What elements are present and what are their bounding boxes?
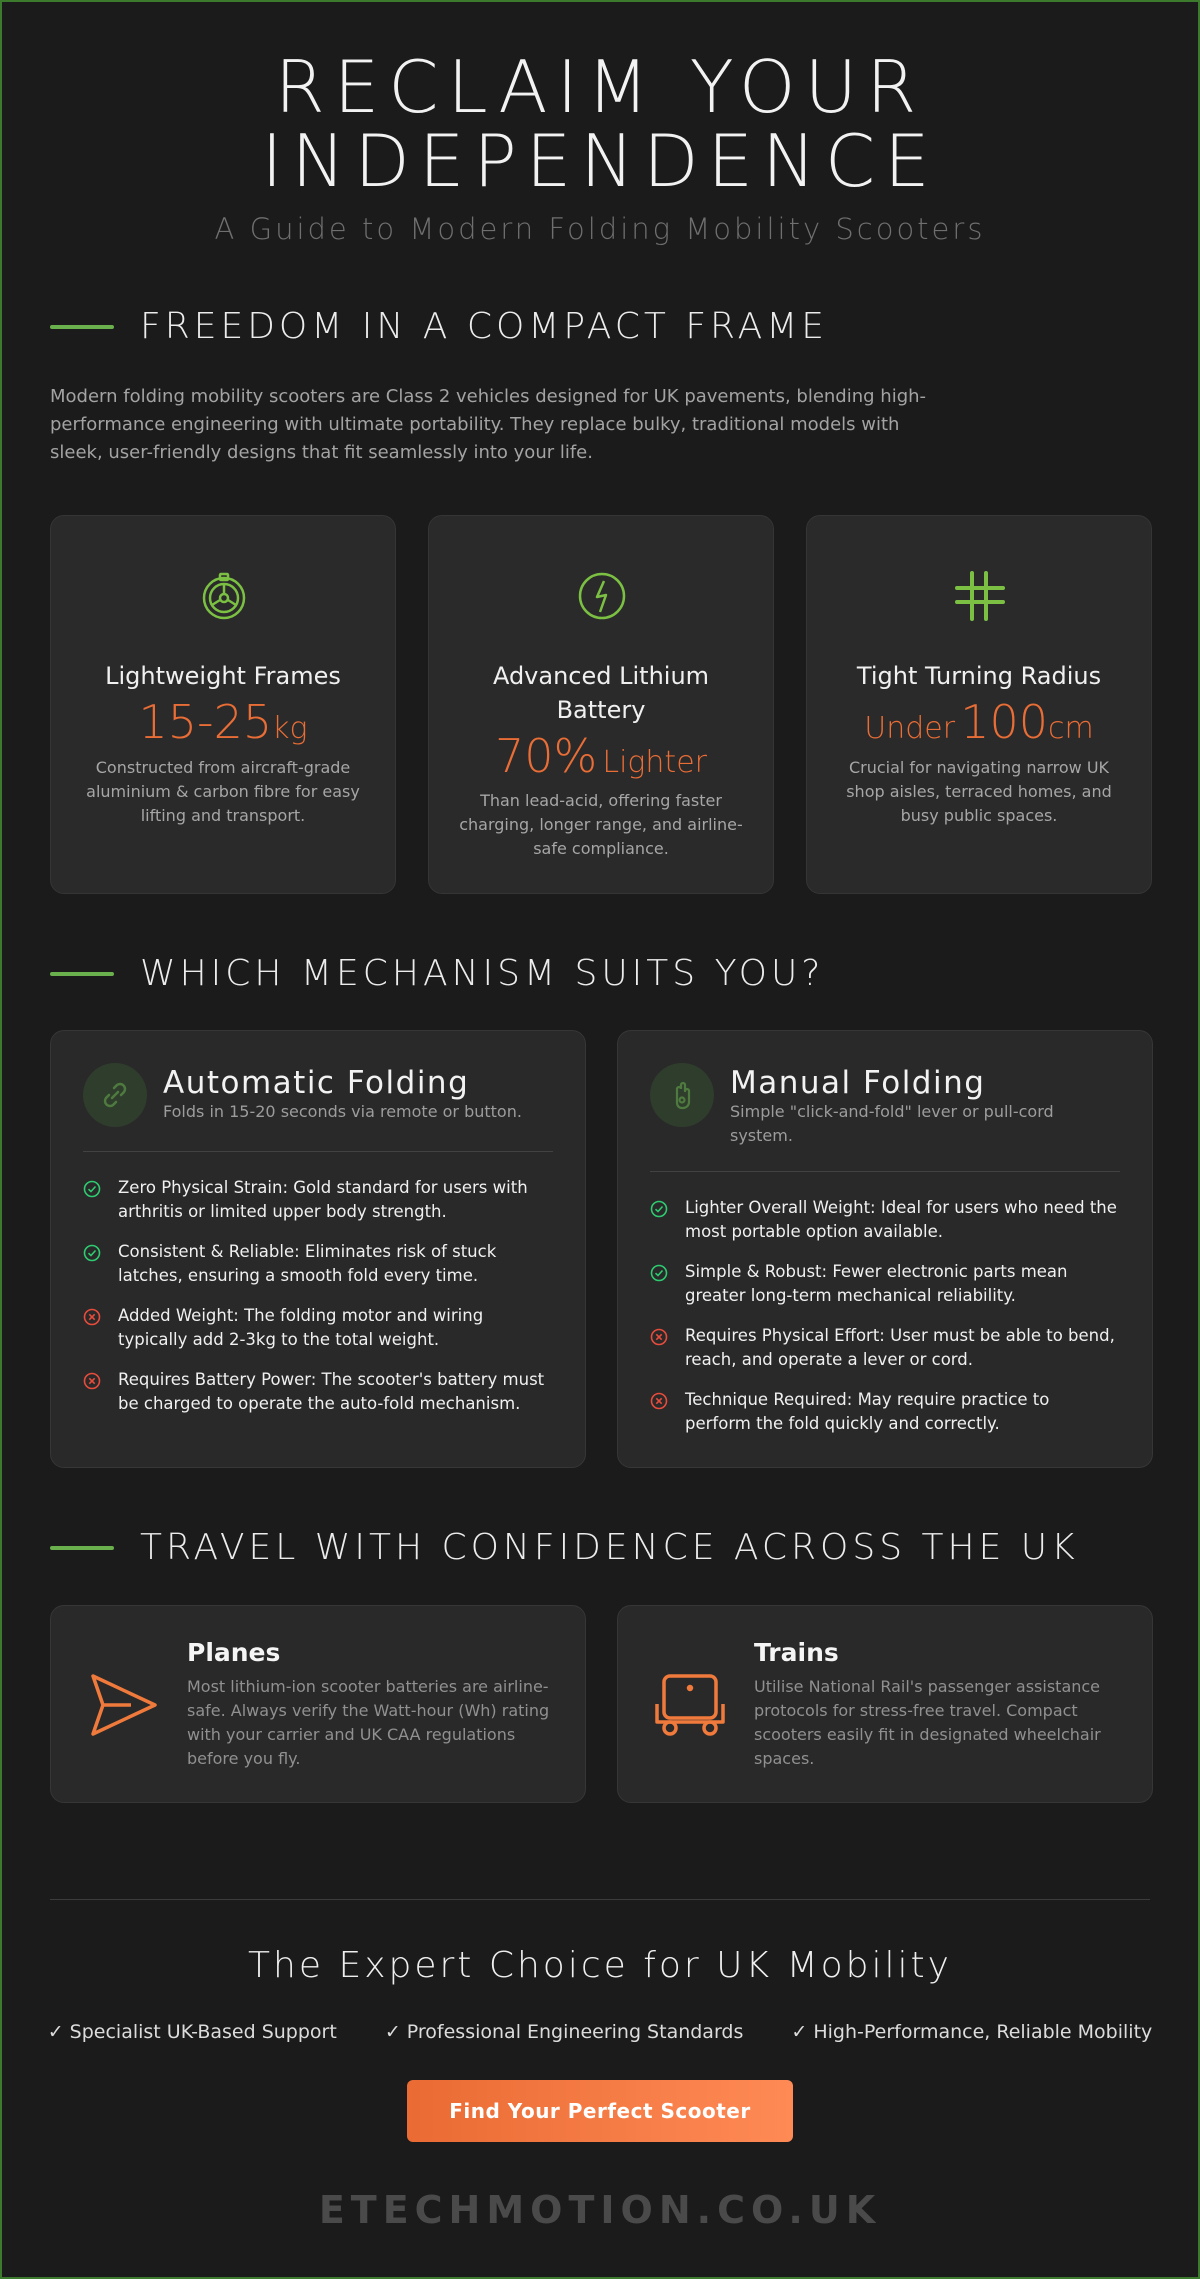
stat-card-value <box>51 695 395 749</box>
turning-radius-icon <box>955 571 1005 621</box>
brand-wordmark: ETECHMOTION.CO.UK <box>318 2188 882 2232</box>
heading-accent-line <box>50 972 114 976</box>
mechanism-subtitle: Folds in 15-20 seconds via remote or button. <box>163 1102 522 1121</box>
heading-accent-line <box>50 1546 114 1550</box>
footer-divider <box>50 1899 1150 1900</box>
intro-paragraph: Modern folding mobility scooters are Class 2 vehicles designed for UK pavements, blending high-performance engineering with ultimate portability. They replace bulky, traditional models with sleek, user-friendly designs that fit seamlessly into your life. <box>50 386 927 463</box>
section-heading-freedom <box>50 306 828 347</box>
train-icon <box>654 1670 726 1740</box>
stat-value-unit: kg <box>272 711 308 746</box>
trust-badge: ✓ Professional Engineering Standards <box>384 2021 744 2043</box>
list-item: Technique Required: May require practice to perform the fold quickly and correctly. <box>650 1388 1120 1436</box>
divider <box>83 1151 553 1152</box>
section-heading-mechanism <box>50 953 824 994</box>
stat-value-number: 100 <box>960 695 1048 749</box>
section-title: FREEDOM IN A COMPACT FRAME <box>140 306 829 347</box>
list-item: Requires Physical Effort: User must be able to bend, reach, and operate a lever or cord. <box>650 1324 1120 1372</box>
travel-card-planes <box>50 1605 586 1803</box>
list-item: Consistent & Reliable: Eliminates risk of stuck latches, ensuring a smooth fold every time. <box>83 1240 553 1288</box>
mechanism-title: Automatic Folding <box>163 1065 470 1101</box>
mechanism-card-automatic <box>50 1030 586 1468</box>
travel-title: Planes <box>187 1638 281 1667</box>
travel-card-trains <box>617 1605 1153 1803</box>
mechanism-title: Manual Folding <box>730 1065 986 1101</box>
stat-card-lightweight <box>50 515 396 894</box>
list-item: Requires Battery Power: The scooter's battery must be charged to operate the auto-fold mechanism. <box>83 1368 553 1416</box>
x-circle-icon <box>83 1308 101 1326</box>
hero-title-line2: INDEPENDENCE <box>261 119 939 203</box>
travel-desc: Most lithium-ion scooter batteries are airline-safe. Always verify the Watt-hour (Wh) rating with your carrier and UK CAA regulations before you fly. <box>187 1677 550 1768</box>
list-item: Added Weight: The folding motor and wiring typically add 2-3kg to the total weight. <box>83 1304 553 1352</box>
check-circle-icon <box>650 1264 668 1282</box>
section-title: WHICH MECHANISM SUITS YOU? <box>140 953 825 994</box>
hero-title <box>2 45 1198 203</box>
travel-title: Trains <box>754 1638 839 1667</box>
link-icon <box>83 1063 147 1127</box>
mechanism-list <box>83 1176 553 1432</box>
stat-value-unit: cm <box>1048 711 1094 746</box>
stat-card-value <box>807 695 1151 749</box>
trust-badge: ✓ High-Performance, Reliable Mobility <box>791 2021 1153 2043</box>
footer-title: The Expert Choice for UK Mobility <box>248 1945 952 1986</box>
stat-card-battery <box>428 515 774 894</box>
stat-card-title: Advanced Lithium Battery <box>492 662 710 724</box>
section-title: TRAVEL WITH CONFIDENCE ACROSS THE UK <box>140 1527 1079 1568</box>
battery-charge-icon <box>577 571 627 621</box>
mechanism-list <box>650 1196 1120 1452</box>
mechanism-subtitle: Simple "click-and-fold" lever or pull-cord system. <box>730 1102 1054 1145</box>
stat-card-title: Tight Turning Radius <box>856 662 1102 690</box>
stat-card-desc: Crucial for navigating narrow UK shop aisles, terraced homes, and busy public spaces. <box>846 758 1112 825</box>
check-circle-icon <box>650 1200 668 1218</box>
find-scooter-button[interactable]: Find Your Perfect Scooter <box>407 2080 793 2142</box>
trust-badge: ✓ Specialist UK-Based Support <box>47 2021 337 2043</box>
stat-card-turning <box>806 515 1152 894</box>
stat-value-number: 15-25 <box>138 695 273 749</box>
check-circle-icon <box>83 1180 101 1198</box>
paper-plane-icon <box>87 1670 159 1740</box>
x-circle-icon <box>650 1328 668 1346</box>
divider <box>650 1171 1120 1172</box>
hero-title-line1: RECLAIM YOUR <box>274 45 926 129</box>
travel-desc: Utilise National Rail's passenger assistance protocols for stress-free travel. Compact scooters easily fit in designated wheelchair spaces. <box>754 1677 1101 1768</box>
stat-card-desc: Than lead-acid, offering faster charging, longer range, and airline-safe compliance. <box>459 791 743 858</box>
stat-card-value <box>429 729 773 783</box>
stat-value-prefix: Under <box>864 711 956 746</box>
trust-badges <box>2 2021 1198 2043</box>
stat-card-desc: Constructed from aircraft-grade aluminium & carbon fibre for easy lifting and transport. <box>86 758 360 825</box>
list-item: Zero Physical Strain: Gold standard for users with arthritis or limited upper body strength. <box>83 1176 553 1224</box>
check-circle-icon <box>83 1244 101 1262</box>
stat-value-unit: Lighter <box>602 745 707 780</box>
x-circle-icon <box>650 1392 668 1410</box>
section-heading-travel <box>50 1527 1079 1568</box>
stat-value-number: 70% <box>495 729 598 783</box>
list-item: Lighter Overall Weight: Ideal for users who need the most portable option available. <box>650 1196 1120 1244</box>
mechanism-card-manual <box>617 1030 1153 1468</box>
heading-accent-line <box>50 325 114 329</box>
x-circle-icon <box>83 1372 101 1390</box>
stat-card-title: Lightweight Frames <box>105 662 341 690</box>
hero-subtitle: A Guide to Modern Folding Mobility Scooters <box>214 212 986 246</box>
wheel-icon <box>199 571 249 621</box>
list-item: Simple & Robust: Fewer electronic parts mean greater long-term mechanical reliability. <box>650 1260 1120 1308</box>
hand-icon <box>650 1063 714 1127</box>
